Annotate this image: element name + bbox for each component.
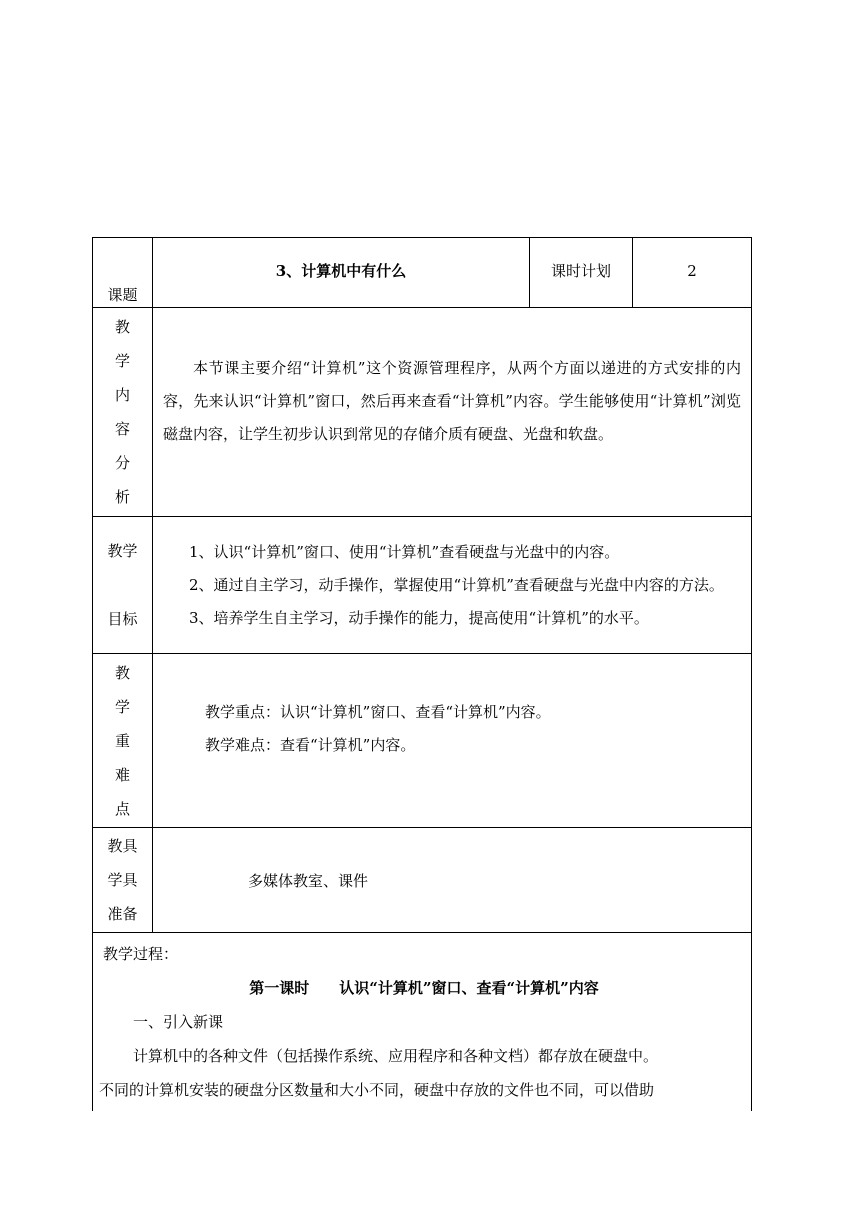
- process-heading: 教学过程：: [103, 945, 179, 963]
- title-value-cell: [153, 238, 530, 308]
- label-char: 点: [114, 799, 130, 818]
- label-char: 教: [114, 663, 130, 682]
- objectives-cell: [153, 517, 752, 654]
- materials-label-line: 学具: [107, 871, 138, 889]
- label-char: 教: [114, 318, 130, 336]
- hours-label: 课时计划: [550, 262, 611, 280]
- materials-row: [93, 828, 752, 933]
- objectives-label-bottom: 目标: [107, 610, 138, 628]
- content-analysis-cell: [153, 308, 752, 517]
- label-char: 难: [114, 765, 130, 784]
- objective-item: 3、培养学生自主学习，动手操作的能力，提高使用“计算机”的水平。: [189, 608, 649, 627]
- key-points-label: [93, 654, 153, 828]
- materials-text: 多媒体教室、课件: [248, 871, 369, 890]
- objectives-row: [93, 517, 752, 654]
- content-analysis-text: 本节课主要介绍“计算机”这个资源管理程序，从两个方面以递进的方式安排的内容，先来认识“计算机”窗口，然后再来查看“计算机”内容。学生能够使用“计算机”浏览磁盘内容，让学生初步认识到常见的存储介质有硬盘、光盘和软盘。: [163, 358, 741, 443]
- objective-item: 1、认识“计算机”窗口、使用“计算机”查看硬盘与光盘中的内容。: [189, 542, 620, 561]
- hours-value: 2: [687, 261, 697, 280]
- content-analysis-label: [93, 308, 153, 517]
- label-char: 容: [114, 420, 130, 438]
- objectives-label-top: 教学: [107, 542, 138, 560]
- materials-cell: [153, 828, 752, 933]
- process-row: [93, 933, 752, 1112]
- title-label-cell: [93, 238, 153, 308]
- key-points-row: [93, 654, 752, 828]
- content-analysis-row: [93, 308, 752, 517]
- process-paragraph-line: 不同的计算机安装的硬盘分区数量和大小不同，硬盘中存放的文件也不同，可以借助: [99, 1081, 655, 1099]
- key-point: 教学重点：认识“计算机”窗口、查看“计算机”内容。: [205, 703, 551, 721]
- materials-label-line: 准备: [107, 905, 138, 923]
- difficulty-point: 教学难点：查看“计算机”内容。: [205, 736, 416, 754]
- process-paragraph-line: 计算机中的各种文件（包括操作系统、应用程序和各种文档）都存放在硬盘中。: [133, 1047, 659, 1065]
- label-char: 重: [114, 731, 130, 750]
- label-char: 析: [114, 488, 130, 506]
- lesson-heading: 第一课时 认识“计算机”窗口、查看“计算机”内容: [249, 979, 599, 997]
- label-char: 内: [114, 386, 130, 404]
- label-char: 分: [114, 454, 130, 472]
- objective-item: 2、通过自主学习，动手操作，掌握使用“计算机”查看硬盘与光盘中内容的方法。: [189, 575, 724, 594]
- header-row: [93, 238, 752, 308]
- process-cell: [93, 933, 752, 1112]
- key-points-cell: [153, 654, 752, 828]
- materials-label: [93, 828, 153, 933]
- hours-value-cell: [633, 238, 752, 308]
- hours-label-cell: [530, 238, 633, 308]
- section-heading: 一、引入新课: [133, 1013, 224, 1031]
- lesson-plan-table: [92, 237, 752, 1111]
- lesson-title: 3、计算机中有什么: [275, 262, 407, 280]
- materials-label-line: 教具: [107, 837, 138, 855]
- title-label: 课题: [107, 286, 138, 304]
- objectives-label: [93, 517, 153, 654]
- label-char: 学: [114, 697, 130, 716]
- label-char: 学: [114, 352, 130, 370]
